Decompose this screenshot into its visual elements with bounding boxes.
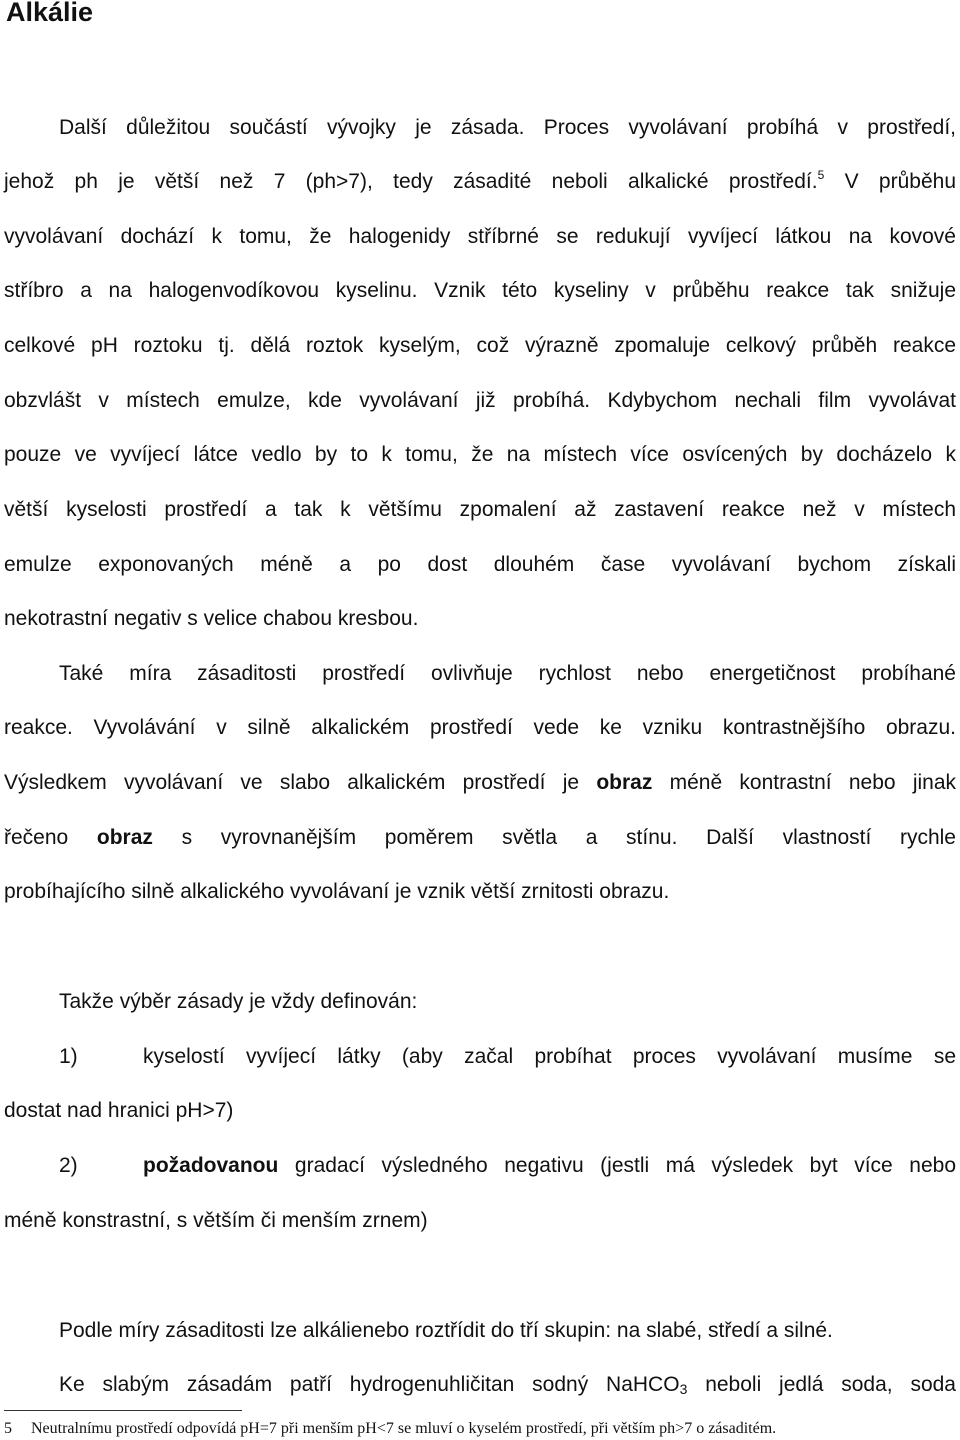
list-item-1-continuation: dostat nad hranici pH>7) <box>4 1099 234 1122</box>
bold-term: obraz <box>96 826 153 849</box>
text-run: gradací výsledného negativu (jestli má výsledek byt více nebo <box>294 1154 956 1177</box>
paragraph-line <box>59 1370 956 1400</box>
list-number: 2) <box>59 1154 78 1177</box>
text-run: řečeno <box>4 826 69 849</box>
paragraph-line: emulze exponovaných méně a po dost dlouhém čase vyvolávaní bychom získali <box>4 553 956 576</box>
text-run: jehož ph je větší než 7 (ph>7), tedy zásadité neboli alkalické prostředí. <box>4 170 818 193</box>
paragraph-line: celkové pH roztoku tj. dělá roztok kyselým, což výrazně zpomaluje celkový průběh reakce <box>4 334 956 357</box>
list-item-2-continuation: méně konstrastní, s větším či menším zrnem) <box>4 1209 428 1232</box>
paragraph-line: větší kyselosti prostředí a tak k většímu zpomalení až zastavení reakce než v místech <box>4 498 956 521</box>
text-run: méně kontrastní nebo jinak <box>669 771 957 794</box>
paragraph-line: vyvolávaní dochází k tomu, že halogenidy stříbrné se redukují vyvíjecí látkou na kovové <box>4 225 956 248</box>
paragraph-line <box>4 167 956 197</box>
paragraph-line <box>4 768 956 798</box>
footnote-number: 5 <box>4 1420 12 1437</box>
footnote-reference[interactable]: 5 <box>817 168 825 182</box>
list-item-1 <box>59 1042 956 1072</box>
text-run: kyselostí vyvíjecí látky (aby začal probíhat proces vyvolávaní musíme se <box>143 1045 956 1068</box>
paragraph-line: nekotrastní negativ s velice chabou kresbou. <box>4 607 419 630</box>
paragraph-line <box>4 823 956 853</box>
paragraph-line: Podle míry zásaditosti lze alkálienebo roztřídit do tří skupin: na slabé, středí a silné. <box>59 1319 833 1342</box>
page-title: Alkálie <box>6 0 94 27</box>
paragraph-line: probíhajícího silně alkalického vyvolávaní je vznik větší zrnitosti obrazu. <box>4 880 670 903</box>
list-number: 1) <box>59 1045 78 1068</box>
text-run: neboli jedlá soda, soda <box>705 1373 956 1396</box>
subscript: 3 <box>679 1381 688 1397</box>
footnote-divider <box>4 1410 242 1411</box>
list-item-2 <box>59 1151 956 1181</box>
text-run: Výsledkem vyvolávaní ve slabo alkalickém prostředí je <box>4 771 580 794</box>
text-run: s vyrovnanějším poměrem světla a stínu. Další vlastností rychle <box>181 826 956 849</box>
paragraph-line: pouze ve vyvíjecí látce vedlo by to k tomu, že na místech více osvícených by docházelo k <box>4 443 956 466</box>
paragraph-line: Další důležitou součástí vývojky je zásada. Proces vyvolávaní probíhá v prostředí, <box>59 116 956 139</box>
footnote <box>4 1418 956 1440</box>
paragraph-line: stříbro a na halogenvodíkovou kyselinu. Vznik této kyseliny v průběhu reakce tak snižuje <box>4 279 956 302</box>
bold-term: požadovanou <box>143 1154 279 1177</box>
paragraph-line: Také míra zásaditosti prostředí ovlivňuje rychlost nebo energetičnost probíhané <box>59 662 956 685</box>
text-run: Ke slabým zásadám patří hydrogenuhličitan sodný NaHCO <box>59 1373 680 1396</box>
footnote-text: Neutralnímu prostředí odpovídá pH=7 při menším pH<7 se mluví o kyselém prostředí, při větším ph>7 o zásaditém. <box>31 1420 777 1437</box>
paragraph-line: reakce. Vyvolávání v silně alkalickém prostředí vede ke vzniku kontrastnějšího obrazu. <box>4 716 956 739</box>
definition-intro: Takže výběr zásady je vždy definován: <box>59 990 418 1013</box>
bold-term: obraz <box>596 771 653 794</box>
text-run: V průběhu <box>844 170 956 193</box>
paragraph-line: obzvlášt v místech emulze, kde vyvolávaní již probíhá. Kdybychom nechali film vyvolávat <box>4 389 956 412</box>
